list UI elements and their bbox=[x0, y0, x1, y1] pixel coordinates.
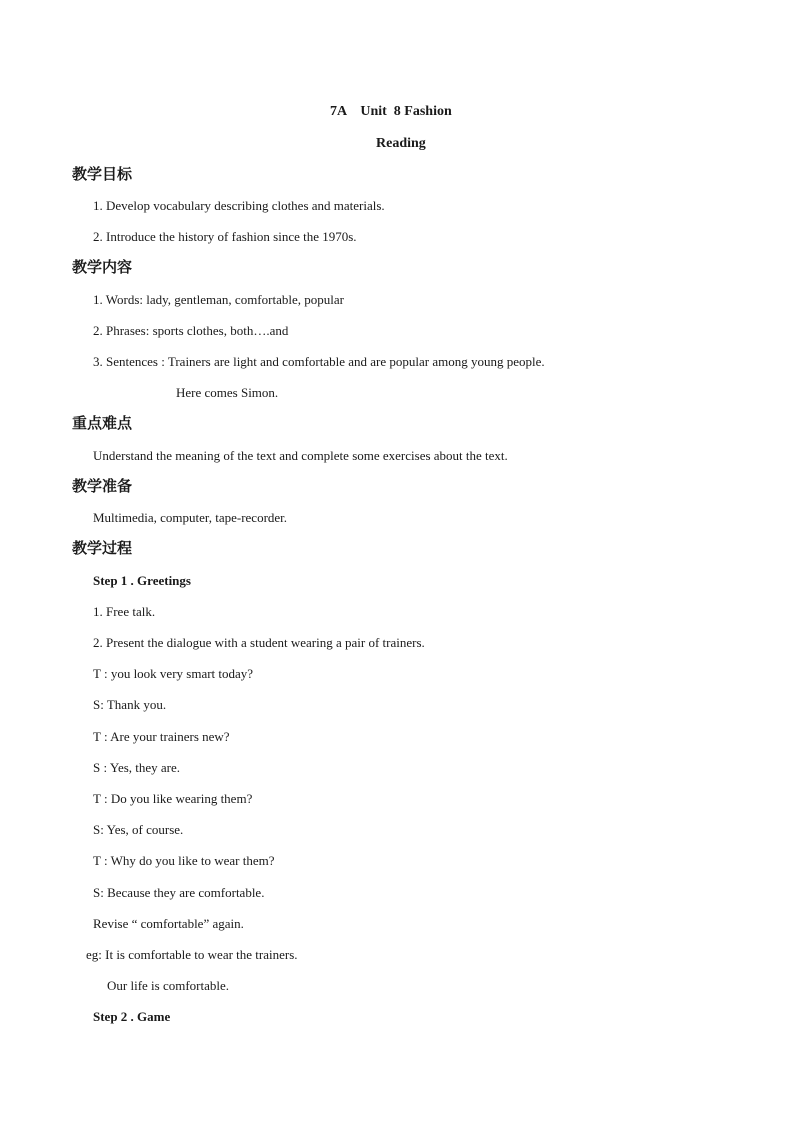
dialogue-line: S: Thank you. bbox=[93, 697, 167, 712]
content-item: 3. Sentences : Trainers are light and comfortable and are popular among young people. bbox=[93, 354, 545, 369]
section-heading-preparation: 教学准备 bbox=[72, 477, 133, 495]
dialogue-line: T : Why do you like to wear them? bbox=[93, 853, 275, 868]
section-heading-content: 教学内容 bbox=[72, 258, 133, 276]
dialogue-line: S: Yes, of course. bbox=[93, 822, 184, 837]
section-heading-procedure: 教学过程 bbox=[72, 539, 133, 557]
content-item: 2. Phrases: sports clothes, both….and bbox=[93, 323, 289, 338]
dialogue-line: T : Are your trainers new? bbox=[93, 729, 230, 744]
example-line: eg: It is comfortable to wear the trainers. bbox=[86, 947, 298, 962]
dialogue-line: T : Do you like wearing them? bbox=[93, 791, 253, 806]
content-item: 1. Words: lady, gentleman, comfortable, popular bbox=[93, 292, 344, 307]
step-heading: Step 1 . Greetings bbox=[93, 573, 191, 588]
procedure-line: 2. Present the dialogue with a student wearing a pair of trainers. bbox=[93, 635, 425, 650]
document-title: 7A Unit 8 Fashion bbox=[330, 104, 452, 119]
example-line: Our life is comfortable. bbox=[107, 978, 230, 993]
content-item: Here comes Simon. bbox=[176, 385, 279, 400]
objective-item: 1. Develop vocabulary describing clothes and materials. bbox=[93, 198, 385, 213]
dialogue-line: S : Yes, they are. bbox=[93, 760, 181, 775]
section-heading-key-points: 重点难点 bbox=[72, 414, 133, 432]
preparation-text: Multimedia, computer, tape-recorder. bbox=[93, 510, 288, 525]
section-heading-objectives: 教学目标 bbox=[72, 165, 133, 183]
key-points-text: Understand the meaning of the text and complete some exercises about the text. bbox=[93, 448, 508, 463]
procedure-line: Revise “ comfortable” again. bbox=[93, 916, 244, 931]
step-heading: Step 2 . Game bbox=[93, 1009, 171, 1024]
objective-item: 2. Introduce the history of fashion since the 1970s. bbox=[93, 229, 357, 244]
dialogue-line: S: Because they are comfortable. bbox=[93, 885, 265, 900]
procedure-line: 1. Free talk. bbox=[93, 604, 156, 619]
dialogue-line: T : you look very smart today? bbox=[93, 666, 254, 681]
document-subtitle: Reading bbox=[376, 136, 426, 151]
